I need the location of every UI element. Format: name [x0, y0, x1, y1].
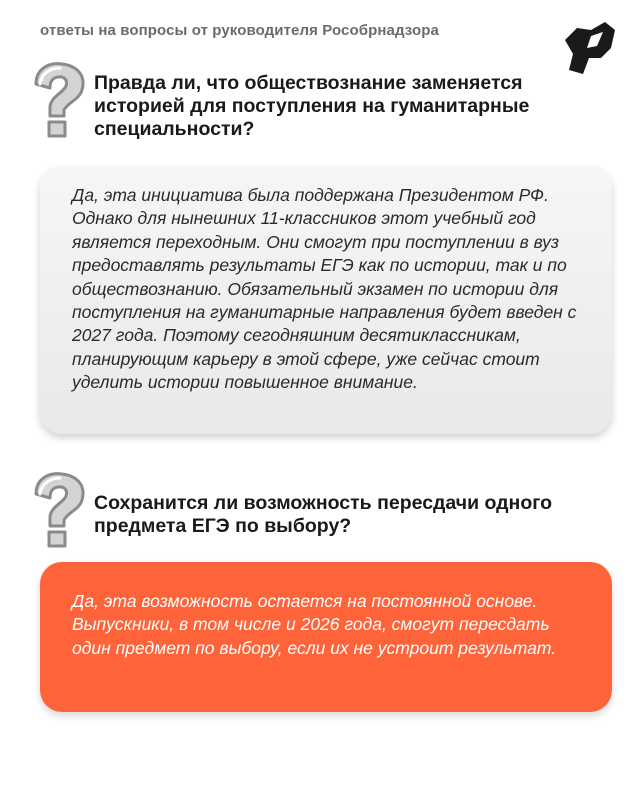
question-1-title: Правда ли, что обществознание заменяется историей для поступления на гуманитарные специальности?	[94, 72, 530, 140]
answer-2-text: Да, эта возможность остается на постоянной основе. Выпускники, в том числе и 2026 года, смогут пересдать один предмет по выбору, если их не устроит результат.	[72, 591, 557, 658]
question-mark-icon	[28, 470, 88, 548]
brand-logo-icon	[561, 18, 617, 76]
question-2-title: Сохранится ли возможность пересдачи одного предмета ЕГЭ по выбору?	[94, 492, 553, 537]
question-mark-icon	[28, 60, 88, 138]
header-title: ответы на вопросы от руководителя Рособрнадзора	[40, 22, 439, 39]
answer-2-card	[40, 562, 612, 712]
answer-1-card	[40, 166, 612, 434]
answer-1-text: Да, эта инициатива была поддержана Президентом РФ. Однако для нынешних 11-классников этот учебный год является переходным. Они смогут при поступлении в вуз предоставлять результаты ЕГЭ как по истории, так и по обществознанию. Обязательный экзамен по истории для поступления на гуманитарные направления будет введен с 2027 года. Поэтому сегодняшним десятиклассникам, планирующим карьеру в этой сфере, уже сейчас стоит уделить истории повышенное внимание.	[72, 185, 577, 393]
